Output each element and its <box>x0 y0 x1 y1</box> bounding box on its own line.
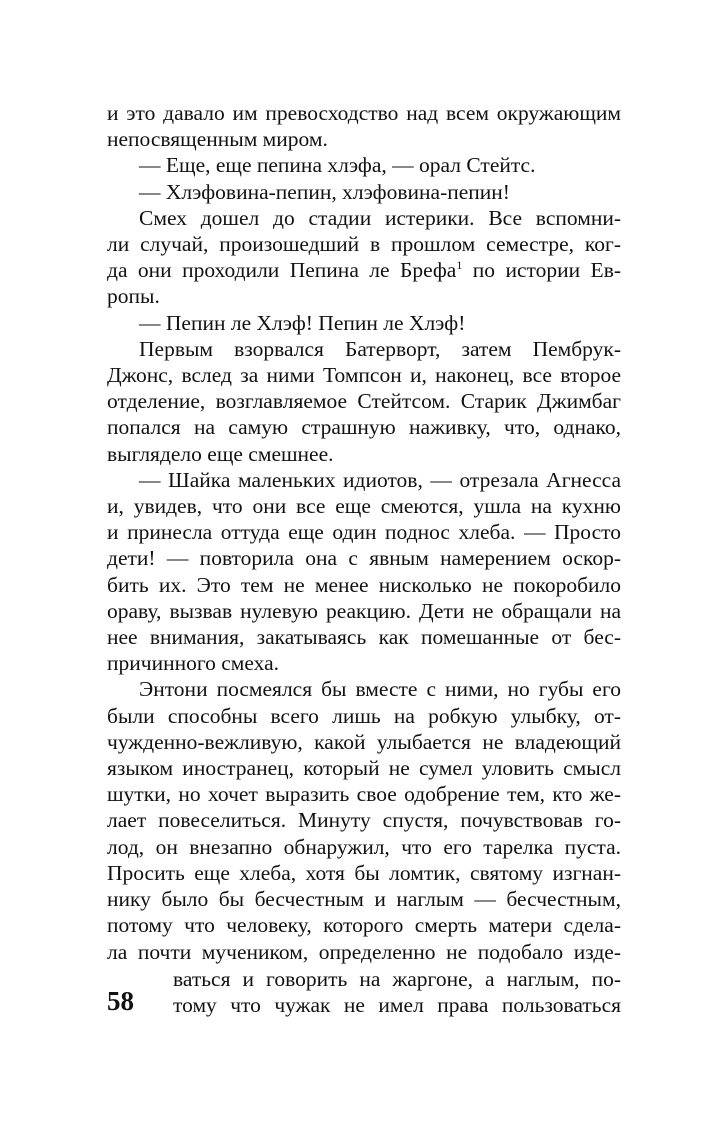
text-line: и, увидев, что они все еще смеются, ушла на кухню <box>107 494 621 519</box>
body-text <box>107 100 621 965</box>
bottom-text <box>107 966 621 1026</box>
dialogue-line: — Пепин ле Хлэф! Пепин ле Хлэф! <box>139 310 466 335</box>
text-line: выглядело еще смешнее. <box>107 441 334 466</box>
footnote-marker: 1 <box>456 258 463 273</box>
text-line: языком иностранец, который не сумел уловить смысл <box>107 756 621 781</box>
text-line-with-footnote <box>107 257 621 283</box>
text-line: и это давало им превосходство над всем окружающим <box>107 101 621 125</box>
text-line: и принесла оттуда еще один поднос хлеба. — Просто <box>107 520 621 545</box>
dialogue-line: — Хлэфовина-пепин, хлэфовина-пепин! <box>139 179 510 204</box>
dialogue-line: — Еще, еще пепина хлэфа, — орал Стейтс. <box>139 153 536 178</box>
text-line: ли случай, произошедший в прошлом семестре, ког- <box>107 232 621 257</box>
text-line: отделение, возглавляемое Стейтсом. Старик Джимбаг <box>107 389 621 414</box>
text-line: нику было бы бесчестным и наглым — бесчестным, <box>107 887 621 912</box>
text-line: лод, он внезапно обнаружил, что его тарелка пуста. <box>107 834 621 859</box>
paragraph-start: Смех дошел до стадии истерики. Все вспомни- <box>139 205 621 230</box>
dialogue-line: — Шайка маленьких идиотов, — отрезала Агнесса <box>139 467 621 492</box>
text-line: попался на самую страшную наживку, что, однако, <box>107 415 621 440</box>
text-line: лает повеселиться. Минуту спустя, почувствовав го- <box>107 808 621 833</box>
text-line: потому что человеку, которого смерть матери сдела- <box>107 913 621 938</box>
text-line: тому что чужак не имел права пользоваться <box>173 993 621 1018</box>
text-line: бить их. Это тем не менее нисколько не покоробило <box>107 572 621 597</box>
text-line: были способны всего лишь на робкую улыбку, от- <box>107 703 621 728</box>
text-line: ропы. <box>107 284 160 309</box>
text-line: непосвященным миром. <box>107 127 328 152</box>
text-line: Просить еще хлеба, хотя бы ломтик, святому изгнан- <box>107 860 621 885</box>
text-line: ораву, вызвав нулевую реакцию. Дети не обращали на <box>107 598 621 623</box>
text-line: ваться и говорить на жаргоне, а наглым, по- <box>173 967 621 991</box>
text-line: ла почти мучеником, определенно не подобало изде- <box>107 939 621 964</box>
paragraph-start: Энтони посмеялся бы вместе с ними, но губы его <box>139 677 621 702</box>
page-number: 58 <box>107 986 134 1016</box>
text-fragment: да они проходили Пепина ле Брефа <box>107 258 457 283</box>
text-line: дети! — повторила она с явным намерением оскор- <box>107 546 621 571</box>
text-line: нее внимания, закатываясь как помешанные от бес- <box>107 625 621 650</box>
text-line: шутки, но хочет выразить свое одобрение тем, кто же- <box>107 782 621 807</box>
text-line: причинного смеха. <box>107 651 280 676</box>
text-line: чужденно-вежливую, какой улыбается не владеющий <box>107 729 621 754</box>
text-fragment: по истории Ев- <box>462 258 622 283</box>
text-line: Джонс, вслед за ними Томпсон и, наконец, все второе <box>107 363 621 388</box>
paragraph-start: Первым взорвался Батерворт, затем Пембрук- <box>139 336 621 361</box>
